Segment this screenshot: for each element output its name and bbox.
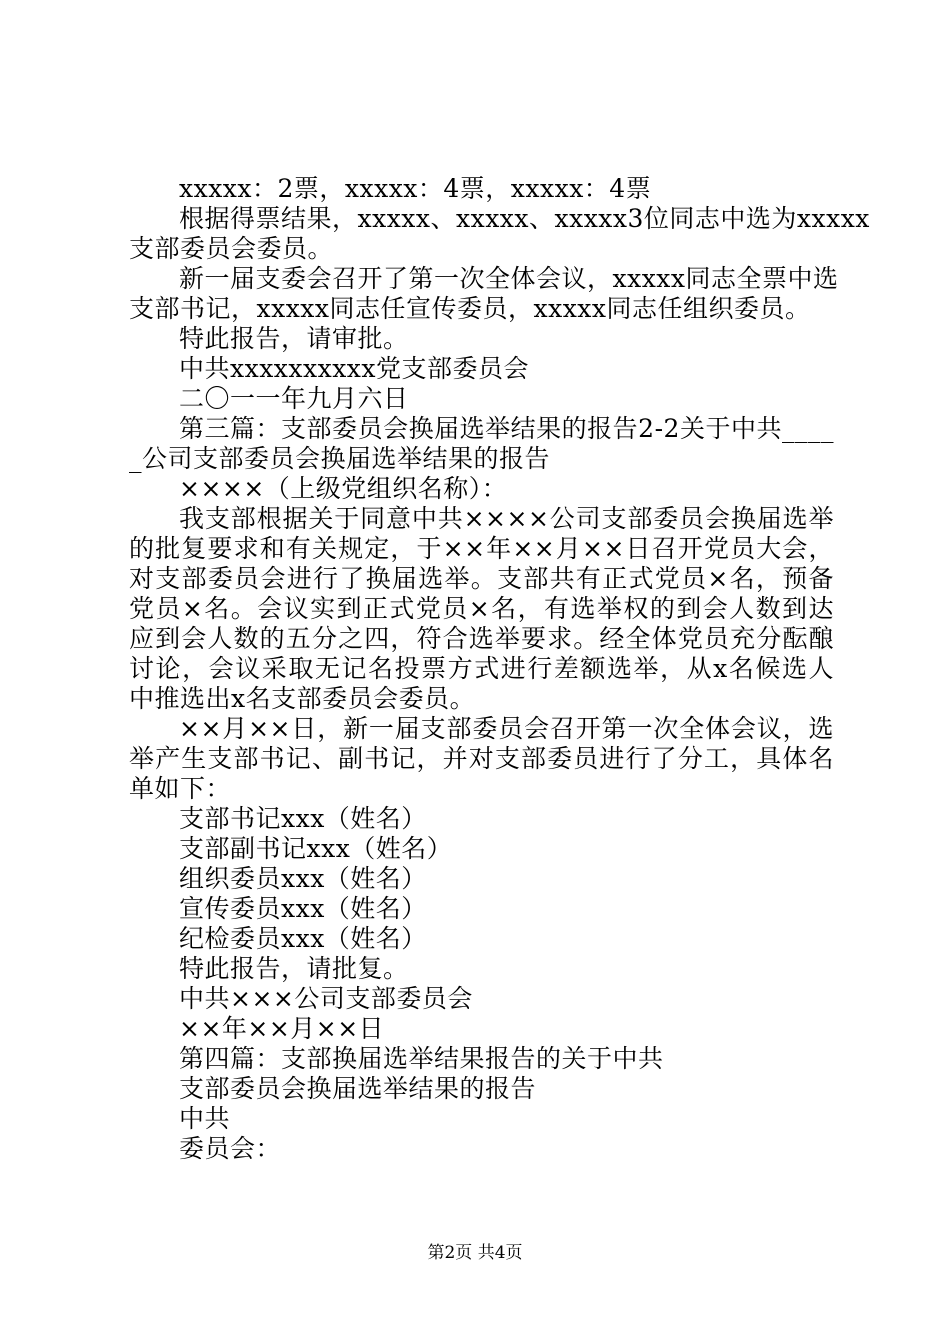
salutation-line: 委员会：: [179, 1134, 282, 1163]
section-heading: 第四篇：支部换届选举结果报告的关于中共: [179, 1044, 664, 1073]
closing-line: 特此报告，请批复。: [179, 954, 409, 983]
paragraph-line: 对支部委员会进行了换届选举。支部共有正式党员×名，预备: [129, 564, 834, 593]
paragraph-line: 支部委员会委员。: [129, 234, 334, 263]
member-list-item: 支部书记xxx（姓名）: [179, 804, 427, 833]
paragraph-line: 中共: [179, 1104, 231, 1133]
section-heading: 支部委员会换届选举结果的报告: [179, 1074, 537, 1103]
section-heading: _公司支部委员会换届选举结果的报告: [129, 444, 551, 473]
paragraph-line: 新一届支委会召开了第一次全体会议，xxxxx同志全票中选: [179, 264, 839, 293]
closing-line: 特此报告，请审批。: [179, 324, 409, 353]
paragraph-line: 支部书记，xxxxx同志任宣传委员，xxxxx同志任组织委员。: [129, 294, 811, 323]
paragraph-line: 的批复要求和有关规定，于××年××月××日召开党员大会，: [129, 534, 834, 563]
paragraph-line: ××月××日，新一届支部委员会召开第一次全体会议，选: [179, 714, 834, 743]
paragraph-line: 讨论，会议采取无记名投票方式进行差额选举，从x名候选人: [129, 654, 834, 683]
paragraph-line: 党员×名。会议实到正式党员×名，有选举权的到会人数到达: [129, 594, 834, 623]
member-list-item: 宣传委员xxx（姓名）: [179, 894, 427, 923]
paragraph-line: 单如下：: [129, 774, 232, 803]
paragraph-line: 我支部根据关于同意中共××××公司支部委员会换届选举: [179, 504, 834, 533]
vote-tally-line: xxxxx：2票，xxxxx：4票，xxxxx：4票: [179, 174, 652, 203]
paragraph-line: 应到会人数的五分之四，符合选举要求。经全体党员充分酝酿: [129, 624, 834, 653]
member-list-item: 纪检委员xxx（姓名）: [179, 924, 427, 953]
paragraph-line: 举产生支部书记、副书记，并对支部委员进行了分工，具体名: [129, 744, 834, 773]
salutation-line: ××××（上级党组织名称）：: [179, 474, 508, 503]
page-footer: 第2页 共4页: [427, 1243, 523, 1263]
signature-line: 中共×××公司支部委员会: [179, 984, 473, 1013]
member-list-item: 组织委员xxx（姓名）: [179, 864, 427, 893]
date-line: 二〇一一年九月六日: [179, 384, 409, 413]
paragraph-line: 中推选出x名支部委员会委员。: [129, 684, 476, 713]
paragraph-line: 根据得票结果，xxxxx、xxxxx、xxxxx3位同志中选为xxxxx: [179, 204, 870, 233]
member-list-item: 支部副书记xxx（姓名）: [179, 834, 453, 863]
date-line: ××年××月××日: [179, 1014, 385, 1043]
document-body: [129, 174, 870, 1164]
section-heading: 第三篇：支部委员会换届选举结果的报告2-2关于中共____: [179, 414, 834, 443]
signature-line: 中共xxxxxxxxxx党支部委员会: [179, 354, 529, 383]
